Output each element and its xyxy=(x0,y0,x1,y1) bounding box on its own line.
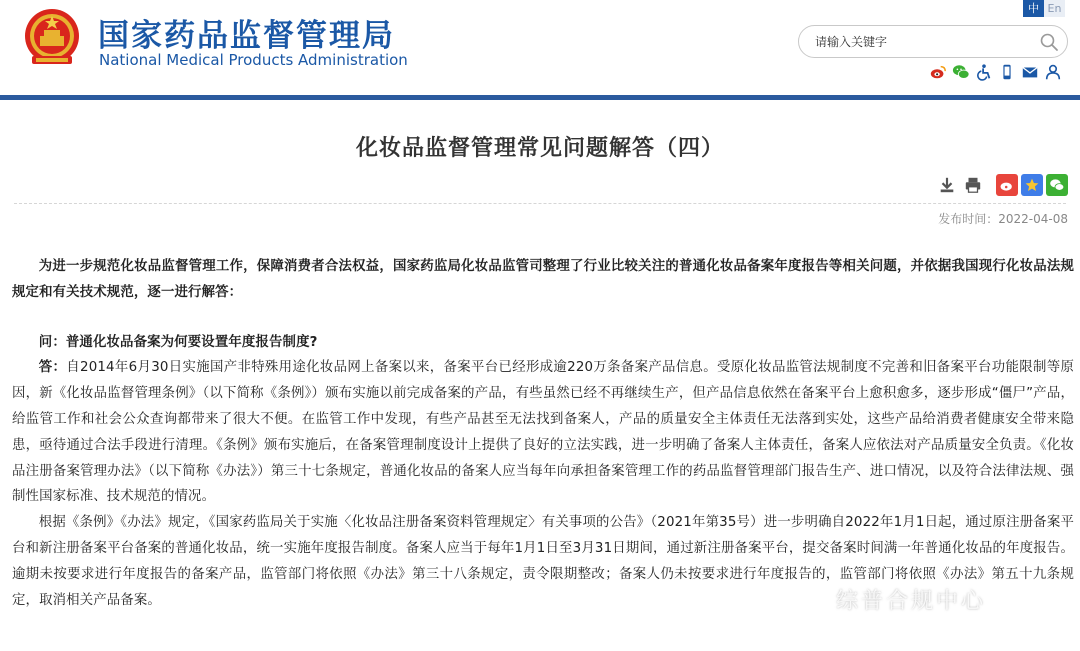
publish-date xyxy=(938,210,1068,227)
site-name-en[interactable]: National Medical Products Administration xyxy=(99,51,408,69)
site-header xyxy=(0,0,1080,100)
watermark: 综普合规中心 xyxy=(836,589,987,614)
search-icon[interactable] xyxy=(1039,32,1059,52)
share-weibo-icon[interactable] xyxy=(996,174,1018,196)
question-text: 普通化妆品备案为何要设置年度报告制度? xyxy=(65,334,318,350)
answer-paragraph-1 xyxy=(12,355,1074,510)
article-title: 化妆品监督管理常见问题解答（四） xyxy=(355,136,724,161)
lang-en-button[interactable]: En xyxy=(1044,0,1065,17)
download-icon[interactable] xyxy=(936,174,958,196)
share-bar xyxy=(996,174,1068,196)
user-icon[interactable] xyxy=(1043,62,1063,82)
wechat-icon[interactable] xyxy=(951,62,971,82)
answer-label: 答： xyxy=(38,360,67,376)
question-paragraph xyxy=(12,330,1074,356)
lang-cn-button[interactable]: 中 xyxy=(1023,0,1044,17)
site-name-cn[interactable]: 国家药品监督管理局 xyxy=(98,18,395,54)
mobile-icon[interactable] xyxy=(997,62,1017,82)
mail-icon[interactable] xyxy=(1020,62,1040,82)
share-qzone-icon[interactable] xyxy=(1021,174,1043,196)
publish-date-value: 2022-04-08 xyxy=(998,212,1068,226)
answer-text-1: 自2014年6月30日实施国产非特殊用途化妆品网上备案以来，备案平台已经形成逾220万条备案产品信息。受原化妆品监管法规制度不完善和旧备案平台功能限制等原因，新《化妆品监督管理条例》（以下简称《条例》）颁布实施以前完成备案的产品，有些虽然已经不再继续生产，但产品信息依然在备案平台上愈积愈多，逐步形成“僵尸”产品，给监管工作和社会公众查询都带来了很大不便。在监管工作中发现，有些产品甚至无法找到备案人，产品的质量安全主体责任无法落到实处，这些产品给消费者健康安全带来隐患，亟待通过合法手段进行清理。《条例》颁布实施后，在备案管理制度设计上提供了良好的立法实践，进一步明确了备案人主体责任，备案人应依法对产品质量安全负责。《化妆品注册备案管理办法》（以下简称《办法》）第三十七条规定，普通化妆品的备案人应当每年向承担备案管理工作的药品监督管理部门报告生产、进口情况，以及符合法律法规、强制性国家标准、技术规范的情况。 xyxy=(12,360,1074,505)
header-divider xyxy=(0,95,1080,100)
language-switcher xyxy=(1023,0,1065,17)
question-label: 问： xyxy=(38,334,66,350)
search-box xyxy=(798,25,1068,58)
header-tools xyxy=(928,62,1063,82)
meta-divider xyxy=(14,203,1066,204)
search-input[interactable] xyxy=(815,32,1035,52)
intro-paragraph: 为进一步规范化妆品监督管理工作，保障消费者合法权益，国家药监局化妆品监管司整理了行业比较关注的普通化妆品备案年度报告等相关问题，并依据我国现行化妆品法规规定和有关技术规范，逐一进行解答： xyxy=(12,259,1074,300)
weibo-icon[interactable] xyxy=(928,62,948,82)
article-actions xyxy=(936,174,984,196)
publish-date-label: 发布时间： xyxy=(938,212,999,226)
article-body xyxy=(12,254,1074,613)
share-wechat-icon[interactable] xyxy=(1046,174,1068,196)
print-icon[interactable] xyxy=(962,174,984,196)
national-emblem-icon[interactable] xyxy=(22,6,82,70)
accessibility-icon[interactable] xyxy=(974,62,994,82)
answer-paragraph-2: 根据《条例》《办法》规定，《国家药监局关于实施〈化妆品注册备案资料管理规定〉有关事项的公告》（2021年第35号）进一步明确自2022年1月1日起，通过原注册备案平台和新注册备案平台备案的普通化妆品，统一实施年度报告制度。备案人应当于每年1月1日至3月31日期间，通过新注册备案平台，提交备案时间满一年普通化妆品的年度报告。逾期未按要求进行年度报告的备案产品，监管部门将依照《办法》第三十八条规定，责令限期整改；备案人仍未按要求进行年度报告的，监管部门将依照《办法》第五十九条规定，取消相关产品备案。 xyxy=(12,515,1074,608)
